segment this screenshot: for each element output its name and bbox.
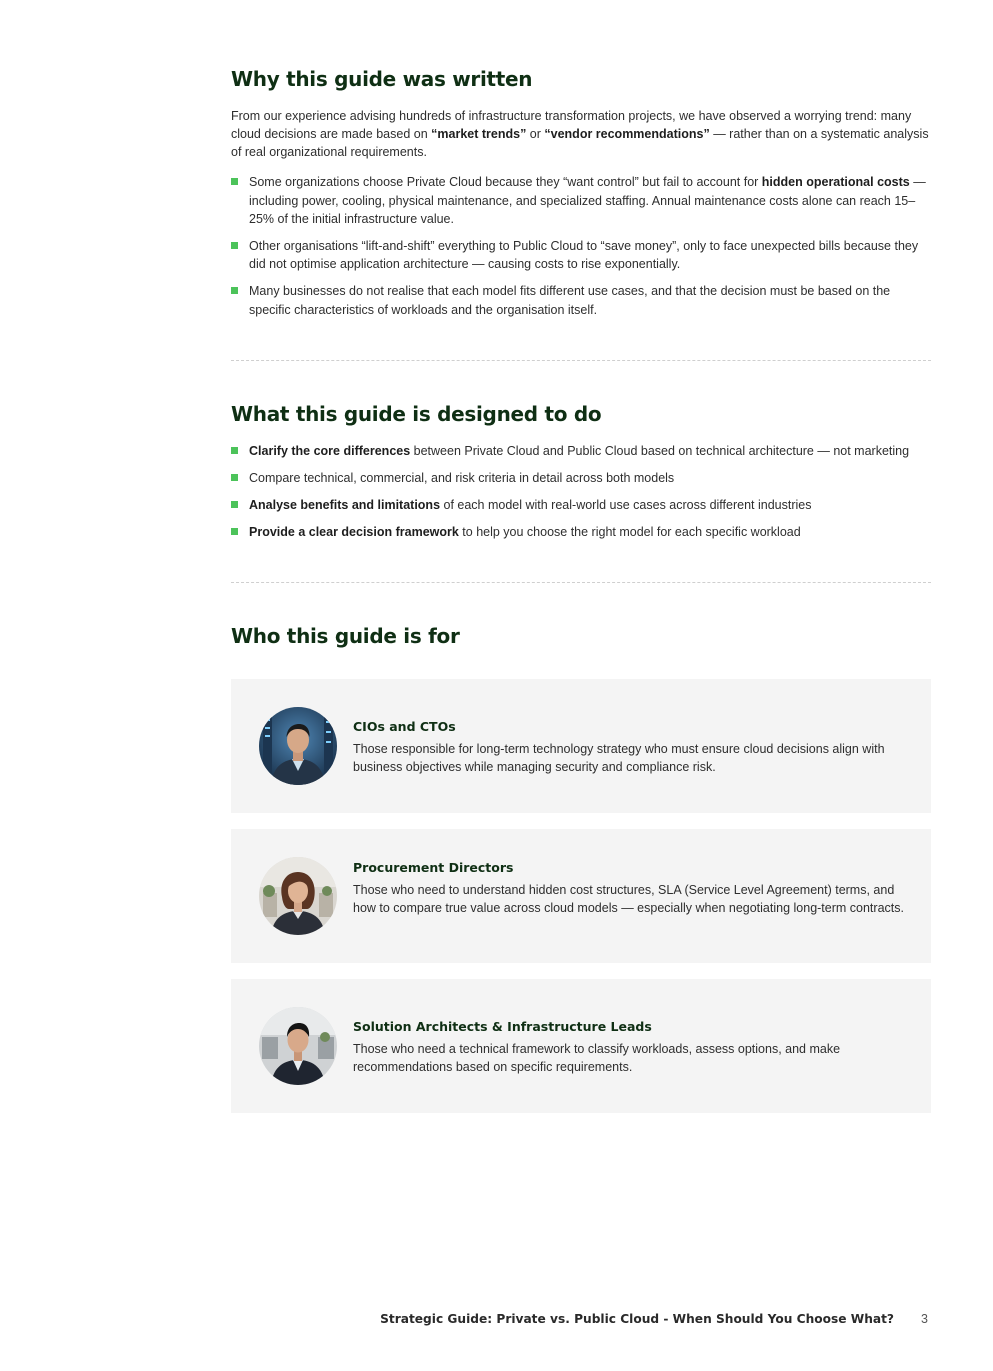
card-description: Those who need a technical framework to classify workloads, assess options, and make recommendations based on specific requirements. — [353, 1042, 841, 1074]
card-text — [353, 860, 913, 917]
section-divider — [231, 360, 931, 361]
card-title: Procurement Directors — [353, 860, 514, 875]
bullet-square-icon — [231, 474, 238, 481]
list-item — [231, 282, 931, 319]
avatar — [259, 707, 337, 785]
bullet-square-icon — [231, 528, 238, 535]
bullet-bold: hidden operational costs — [761, 175, 910, 189]
bullet-text: Compare technical, commercial, and risk criteria in detail across both models — [249, 470, 675, 485]
portrait-man-datacenter-icon — [259, 707, 337, 785]
bullet-square-icon — [231, 447, 238, 454]
list-item — [231, 523, 931, 542]
intro-bold-market-trends: “market trends” — [431, 127, 527, 142]
audience-card-procurement — [231, 829, 931, 963]
avatar — [259, 857, 337, 935]
section-title-why: Why this guide was written — [231, 67, 533, 91]
portrait-man-office-icon — [259, 1007, 337, 1085]
intro-paragraph — [231, 107, 931, 162]
bullet-text: Some organizations choose Private Cloud because they “want control” but fail to account for — [249, 175, 762, 189]
avatar — [259, 1007, 337, 1085]
card-description: Those responsible for long-term technology strategy who must ensure cloud decisions align with business objectives while managing security and compliance risk. — [353, 742, 885, 774]
list-item — [231, 173, 931, 229]
bullet-text: Other organisations “lift-and-shift” everything to Public Cloud to “save money”, only to face unexpected bills because they did not optimise application architecture — causing costs to rise exponentially. — [249, 238, 919, 272]
why-bullet-list — [231, 173, 931, 327]
card-text — [353, 719, 913, 776]
bullet-square-icon — [231, 287, 238, 294]
card-title: CIOs and CTOs — [353, 719, 456, 734]
bullet-square-icon — [231, 242, 238, 249]
purpose-bullet-list — [231, 442, 931, 550]
intro-bold-vendor-recommendations: “vendor recommendations” — [544, 127, 710, 142]
bullet-text: to help you choose the right model for each specific workload — [458, 524, 801, 539]
bullet-text: Many businesses do not realise that each model fits different use cases, and that the decision must be based on the specific characteristics of workloads and the organisation itself. — [249, 283, 891, 317]
card-title: Solution Architects & Infrastructure Leads — [353, 1019, 652, 1034]
bullet-bold: Provide a clear decision framework — [249, 524, 459, 539]
audience-card-cio-cto — [231, 679, 931, 813]
bullet-square-icon — [231, 178, 238, 185]
bullet-text-after: — including power, cooling, physical maintenance, and specialized staffing. Annual maintenance costs alone can reach 15–25% of the initial infrastructure value. — [249, 175, 926, 227]
list-item — [231, 496, 931, 515]
list-item — [231, 469, 931, 488]
card-text — [353, 1019, 913, 1076]
bullet-text: of each model with real-world use cases across different industries — [440, 497, 812, 512]
portrait-woman-office-icon — [259, 857, 337, 935]
bullet-bold: Clarify the core differences — [249, 444, 411, 458]
footer-document-title: Strategic Guide: Private vs. Public Cloud - When Should You Choose What? — [380, 1312, 894, 1326]
bullet-square-icon — [231, 501, 238, 508]
section-divider — [231, 582, 931, 583]
intro-text-1: From our experience advising hundreds of infrastructure transformation projects, we have observed a worrying trend: many cloud decisions are made based on — [231, 109, 912, 142]
list-item — [231, 237, 931, 274]
section-title-who: Who this guide is for — [231, 624, 460, 648]
bullet-bold: Analyse benefits and limitations — [249, 497, 441, 512]
section-title-what: What this guide is designed to do — [231, 402, 602, 426]
audience-card-architects — [231, 979, 931, 1113]
page-number: 3 — [921, 1312, 928, 1326]
card-description: Those who need to understand hidden cost structures, SLA (Service Level Agreement) terms, and how to compare true value across cloud models — especially when negotiating long-term contracts. — [353, 883, 904, 915]
intro-text-2: or — [526, 127, 545, 142]
bullet-text: between Private Cloud and Public Cloud based on technical architecture — not marketing — [410, 444, 910, 458]
list-item — [231, 442, 931, 461]
intro-text-3: — rather than on a systematic analysis of real organizational requirements. — [231, 127, 929, 160]
